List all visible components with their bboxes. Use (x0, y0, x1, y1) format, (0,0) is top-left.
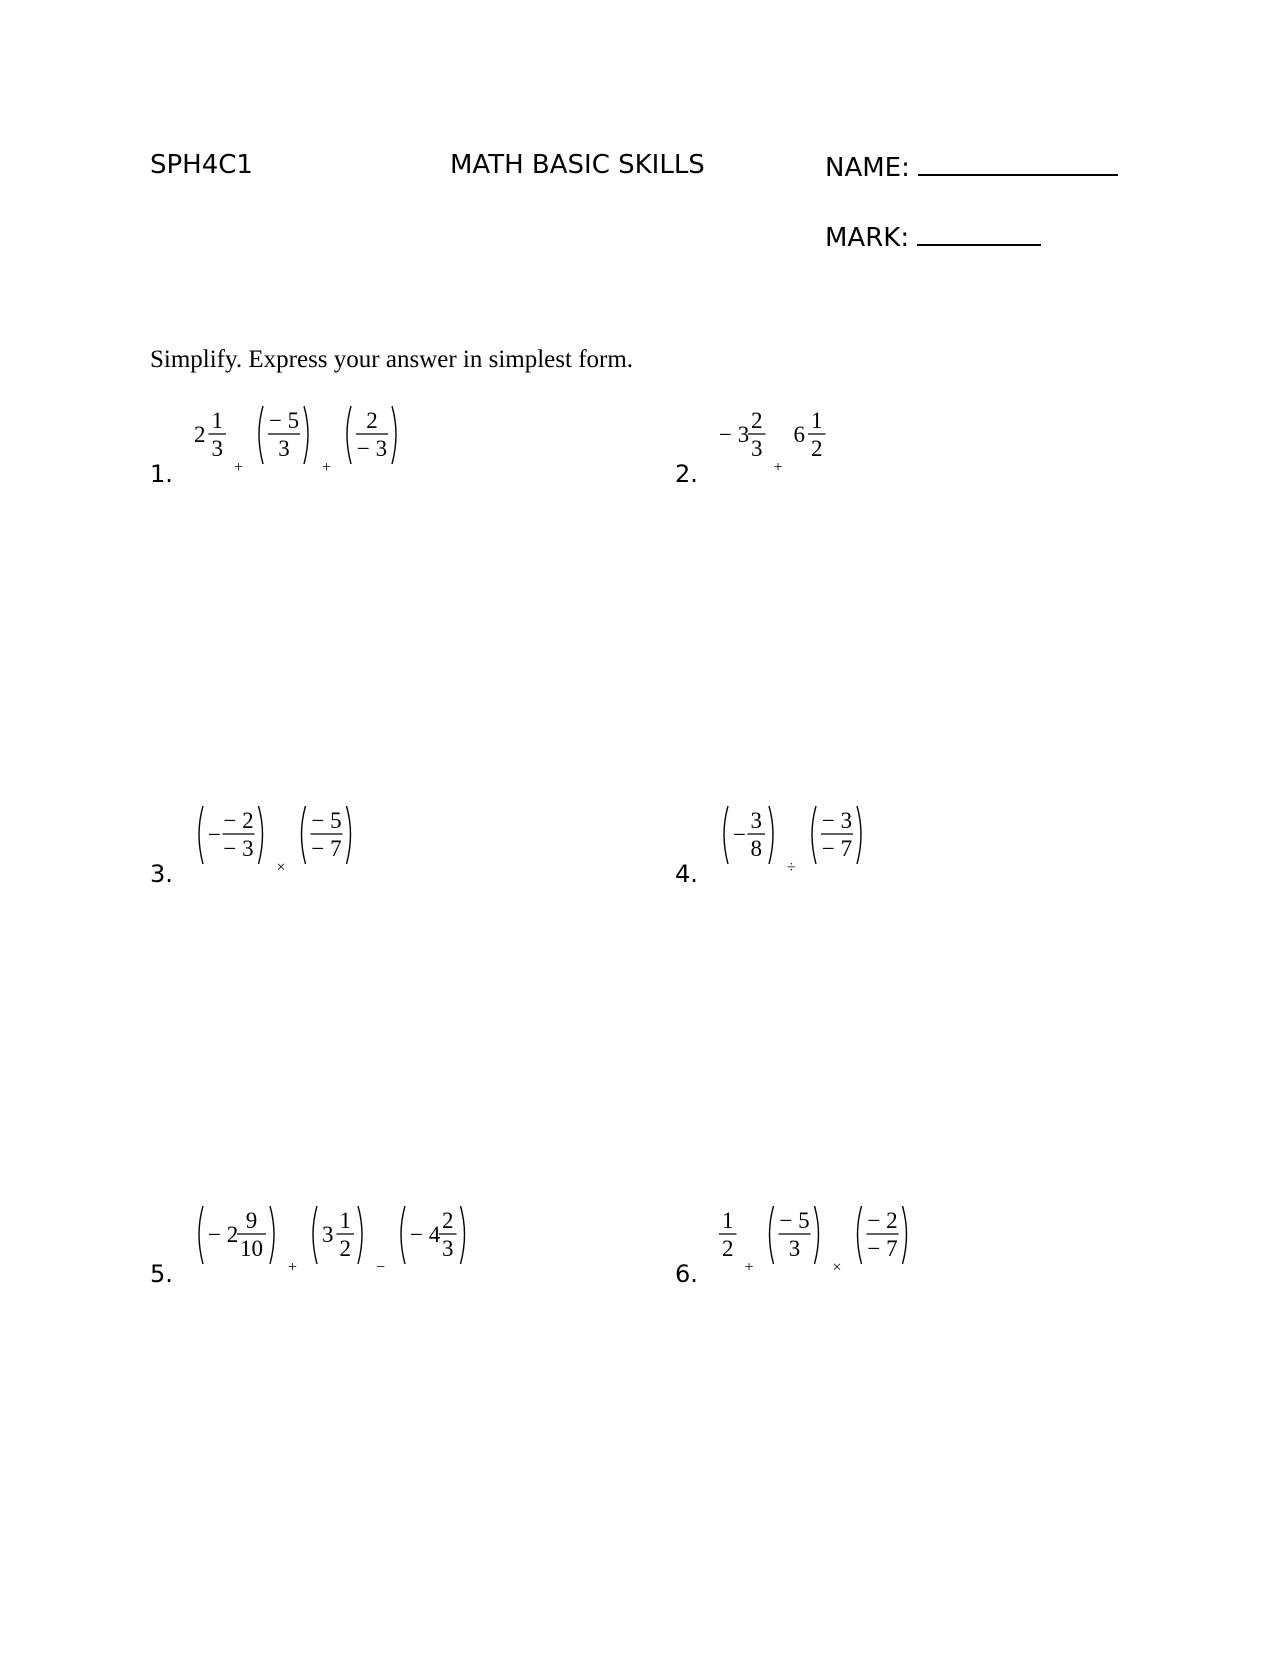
problem-expression (715, 1206, 1175, 1296)
numerator: − 5 (268, 408, 300, 433)
mixed-number (199, 1206, 274, 1264)
whole-part: 6 (793, 422, 805, 447)
right-parenthesis (769, 806, 773, 864)
left-parenthesis (199, 1206, 203, 1264)
whole-part: 2 (194, 422, 206, 447)
right-parenthesis (358, 1206, 362, 1264)
whole-part: 3 (322, 1222, 334, 1247)
operator: + (288, 1259, 298, 1276)
operator: + (234, 459, 244, 476)
fraction (719, 1208, 737, 1261)
right-parenthesis (304, 406, 308, 464)
numerator: − 5 (311, 808, 342, 833)
right-parenthesis (903, 1206, 907, 1264)
fraction (259, 406, 308, 464)
denominator: 2 (339, 1236, 351, 1261)
problem-3 (150, 806, 650, 896)
whole-part: − (208, 822, 221, 847)
operator: + (322, 459, 332, 476)
fraction (858, 1206, 907, 1264)
left-parenthesis (770, 1206, 774, 1264)
problem-5 (150, 1206, 650, 1296)
denominator: 3 (788, 1236, 801, 1261)
name-label: NAME: (825, 153, 910, 183)
left-parenthesis (812, 806, 816, 864)
right-parenthesis (461, 1206, 465, 1264)
problem-1 (150, 406, 650, 496)
problem-4 (675, 806, 1175, 896)
numerator: 1 (211, 408, 223, 433)
denominator: 2 (722, 1236, 734, 1261)
instruction: Simplify. Express your answer in simplest form. (150, 346, 634, 373)
right-parenthesis (270, 1206, 274, 1264)
operator: − (376, 1259, 386, 1276)
problem-expression (190, 1206, 650, 1296)
problem-expression (715, 806, 1175, 896)
operator: × (276, 859, 286, 876)
left-parenthesis (199, 806, 203, 864)
numerator: − 5 (779, 1208, 810, 1233)
numerator: − 2 (223, 808, 254, 833)
right-parenthesis (857, 806, 861, 864)
problem-expression (715, 406, 1175, 496)
fraction (302, 806, 351, 864)
problem-number: 6. (675, 1260, 698, 1288)
right-parenthesis (392, 406, 396, 464)
numerator: − 3 (821, 808, 853, 833)
problem-number: 1. (150, 460, 173, 488)
name-field[interactable] (825, 152, 1118, 181)
numerator: 1 (339, 1208, 351, 1233)
mark-field[interactable] (825, 222, 1041, 251)
left-parenthesis (347, 406, 351, 464)
denominator: − 3 (223, 836, 254, 861)
operator: ÷ (787, 859, 796, 876)
denominator: 3 (211, 436, 223, 461)
problem-expression (190, 406, 650, 496)
mixed-number (199, 806, 263, 864)
left-parenthesis (858, 1206, 862, 1264)
right-parenthesis (347, 806, 351, 864)
right-parenthesis (815, 1206, 819, 1264)
mark-label: MARK: (825, 223, 910, 253)
denominator: 3 (751, 436, 763, 461)
problem-6 (675, 1206, 1175, 1296)
mark-line[interactable] (917, 222, 1041, 246)
name-line[interactable] (918, 152, 1118, 176)
left-parenthesis (302, 806, 306, 864)
operator: × (832, 1259, 842, 1276)
mixed-number (719, 408, 766, 461)
denominator: − 7 (867, 1236, 898, 1261)
operator: + (744, 1259, 754, 1276)
problem-expression (190, 806, 650, 896)
numerator: 3 (750, 808, 762, 833)
numerator: 2 (751, 408, 763, 433)
problem-number: 5. (150, 1260, 173, 1288)
course-code: SPH4C1 (150, 150, 253, 180)
denominator: − 3 (356, 436, 388, 461)
problem-number: 2. (675, 460, 698, 488)
left-parenthesis (724, 806, 728, 864)
left-parenthesis (313, 1206, 317, 1264)
numerator: 2 (366, 408, 378, 433)
denominator: 2 (811, 436, 823, 461)
mixed-number (313, 1206, 362, 1264)
left-parenthesis (401, 1206, 405, 1264)
denominator: − 7 (311, 836, 342, 861)
fraction (812, 806, 861, 864)
problem-number: 3. (150, 860, 173, 888)
worksheet-title: MATH BASIC SKILLS (450, 150, 705, 180)
denominator: 3 (442, 1236, 454, 1261)
denominator: 3 (278, 436, 290, 461)
fraction (347, 406, 396, 464)
whole-part: − 3 (719, 422, 750, 447)
numerator: 1 (722, 1208, 734, 1233)
fraction (770, 1206, 819, 1264)
denominator: − 7 (821, 836, 853, 861)
whole-part: − (733, 822, 746, 847)
operator: + (773, 459, 783, 476)
left-parenthesis (259, 406, 263, 464)
whole-part: − 4 (410, 1222, 441, 1247)
numerator: − 2 (867, 1208, 898, 1233)
mixed-number (724, 806, 773, 864)
mixed-number (194, 408, 226, 461)
problem-number: 4. (675, 860, 698, 888)
problem-2 (675, 406, 1175, 496)
numerator: 2 (442, 1208, 454, 1233)
denominator: 10 (240, 1236, 263, 1261)
mixed-number (401, 1206, 465, 1264)
right-parenthesis (259, 806, 263, 864)
numerator: 1 (811, 408, 823, 433)
denominator: 8 (750, 836, 762, 861)
numerator: 9 (245, 1208, 258, 1233)
mixed-number (794, 408, 826, 461)
whole-part: − 2 (208, 1222, 239, 1247)
